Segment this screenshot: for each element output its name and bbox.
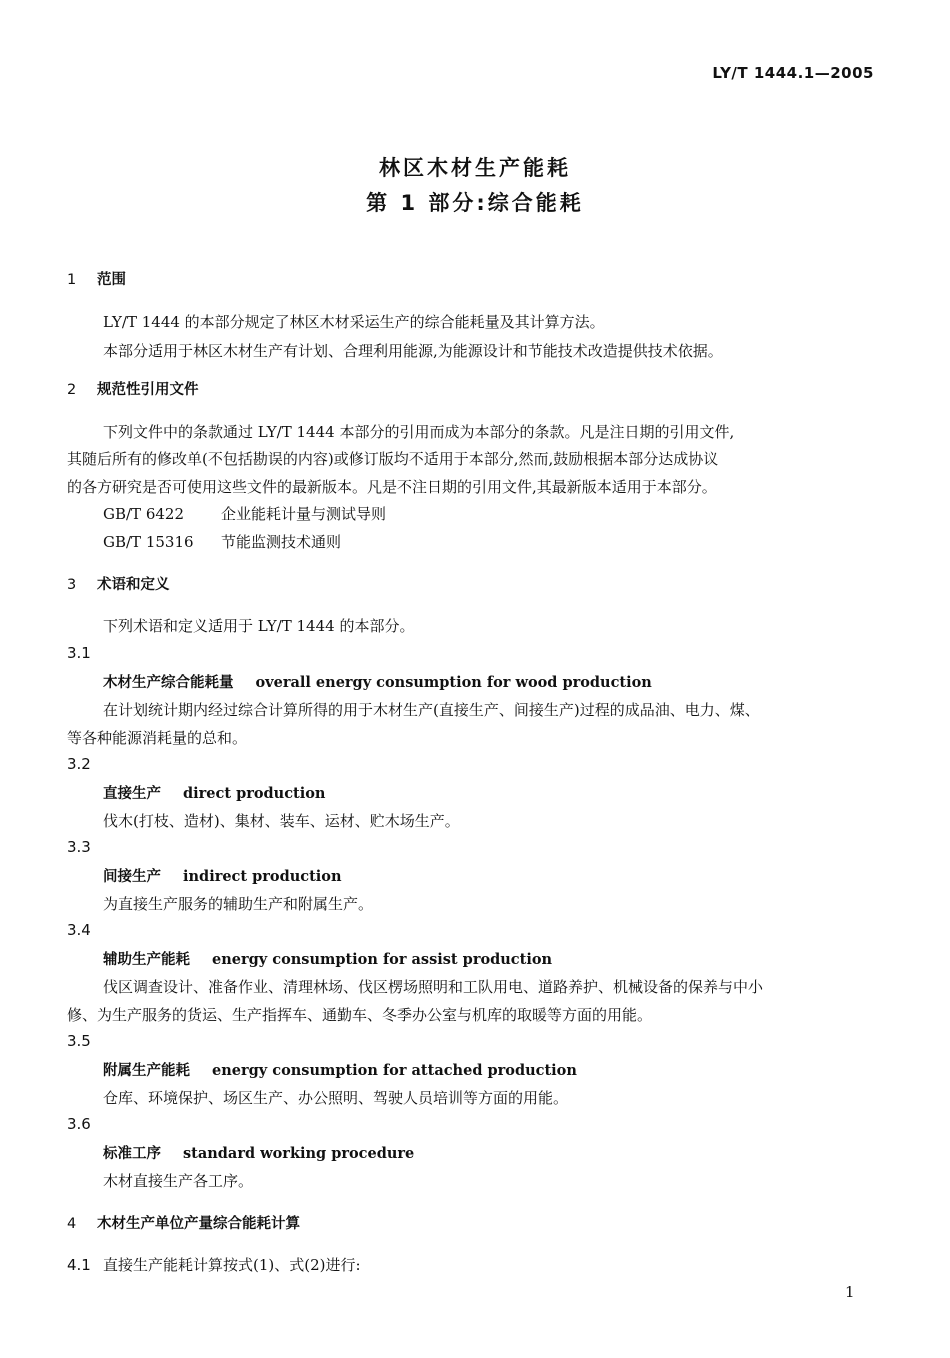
section-1-paragraph-2: 本部分适用于林区木材生产有计划、合理利用能源,为能源设计和节能技术改造提供技术依据。 [103,342,723,360]
subsection-number: 4.1 [67,1256,91,1274]
term-number: 3.4 [67,921,91,939]
term-number: 3.2 [67,755,91,773]
term-heading [103,1142,414,1163]
term-name-zh: 木材生产综合能耗量 [103,675,234,691]
reference-title: 企业能耗计量与测试导则 [221,505,387,523]
term-definition-line: 等各种能源消耗量的总和。 [67,729,248,747]
section-1-heading [67,268,126,289]
term-number: 3.3 [67,838,91,856]
term-name-zh: 附属生产能耗 [103,1063,190,1079]
section-3-heading [67,573,170,594]
term-name-en: standard working procedure [183,1145,415,1162]
term-name-en: indirect production [183,868,342,885]
term-name-zh: 直接生产 [103,786,161,802]
section-3-intro: 下列术语和定义适用于 LY/T 1444 的本部分。 [103,617,415,635]
section-1-paragraph-1: LY/T 1444 的本部分规定了林区木材采运生产的综合能耗量及其计算方法。 [103,313,605,331]
section-4-heading [67,1212,300,1233]
term-name-en: overall energy consumption for wood production [255,674,652,691]
section-title: 术语和定义 [97,577,170,593]
term-definition-line: 修、为生产服务的货运、生产指挥车、通勤车、冬季办公室与机库的取暖等方面的用能。 [67,1006,653,1024]
section-number: 2 [67,382,77,398]
subsection-4-1 [67,1254,361,1275]
reference-title: 节能监测技术通则 [221,533,342,551]
reference-code: GB/T 6422 [103,505,185,523]
section-title: 木材生产单位产量综合能耗计算 [97,1216,300,1232]
section-2-paragraph-line-2: 其随后所有的修改单(不包括勘误的内容)或修订版均不适用于本部分,然而,鼓励根据本部分达成协议 [67,450,719,468]
term-name-zh: 标准工序 [103,1146,161,1162]
document-title: 林区木材生产能耗 [379,156,571,180]
term-name-en: energy consumption for assist production [212,951,553,968]
section-2-paragraph-line-3: 的各方研究是否可使用这些文件的最新版本。凡是不注日期的引用文件,其最新版本适用于本部分。 [67,478,717,496]
term-definition-line: 仓库、环境保护、场区生产、办公照明、驾驶人员培训等方面的用能。 [103,1089,569,1107]
term-definition-line: 为直接生产服务的辅助生产和附属生产。 [103,895,374,913]
term-name-zh: 间接生产 [103,869,161,885]
page-number: 1 [845,1283,855,1301]
term-heading [103,782,325,803]
term-heading [103,948,552,969]
reference-item [103,531,341,552]
reference-code: GB/T 15316 [103,533,194,551]
term-definition-line: 伐区调查设计、准备作业、清理林场、伐区楞场照明和工队用电、道路养护、机械设备的保养与中小 [103,978,764,996]
term-number: 3.1 [67,644,91,662]
term-number: 3.5 [67,1032,91,1050]
term-name-zh: 辅助生产能耗 [103,952,190,968]
term-definition-line: 木材直接生产各工序。 [103,1172,254,1190]
term-heading [103,1059,577,1080]
term-definition-line: 在计划统计期内经过综合计算所得的用于木材生产(直接生产、间接生产)过程的成品油、电力、煤、 [103,701,760,719]
term-name-en: direct production [183,785,326,802]
section-2-paragraph-line-1: 下列文件中的条款通过 LY/T 1444 本部分的引用而成为本部分的条款。凡是注日期的引用文件, [103,423,735,441]
term-name-en: energy consumption for attached production [212,1062,577,1079]
section-title: 规范性引用文件 [97,382,199,398]
subsection-text: 直接生产能耗计算按式(1)、式(2)进行: [103,1256,361,1274]
section-2-heading [67,378,199,399]
standard-code: LY/T 1444.1—2005 [712,64,874,82]
term-heading [103,671,652,692]
reference-item [103,503,386,524]
section-title: 范围 [97,272,126,288]
term-heading [103,865,342,886]
term-definition-line: 伐木(打枝、造材)、集材、装车、运材、贮木场生产。 [103,812,460,830]
term-number: 3.6 [67,1115,91,1133]
section-number: 3 [67,577,77,593]
section-number: 1 [67,272,77,288]
document-subtitle: 第 1 部分:综合能耗 [366,191,584,215]
section-number: 4 [67,1216,77,1232]
